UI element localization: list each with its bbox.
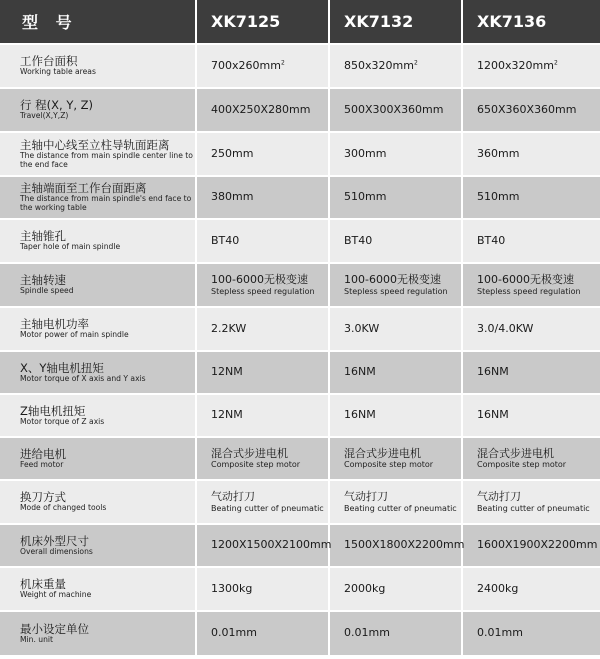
value-main — [211, 409, 328, 422]
value-sub: Composite step motor — [477, 460, 567, 470]
value-text: 混合式步进电机 — [211, 446, 288, 460]
value-cell — [330, 481, 463, 525]
value-text: 1300kg — [211, 581, 253, 595]
value-text: BT40 — [477, 233, 506, 247]
value-text: 1200X1500X2100mm — [211, 538, 332, 552]
value-superscript: 2 — [413, 59, 418, 67]
table-row — [0, 89, 600, 133]
value-text: 2.2KW — [211, 321, 247, 335]
value-text: 2400kg — [477, 581, 519, 595]
value-main — [477, 60, 600, 73]
value-main — [344, 191, 461, 204]
value-main — [344, 409, 461, 422]
value-main — [211, 448, 328, 461]
value-text: BT40 — [344, 233, 373, 247]
value-cell — [330, 133, 463, 177]
row-label — [0, 438, 197, 481]
row-label-zh: Z轴电机扭矩 — [20, 403, 86, 418]
table-row — [0, 481, 600, 525]
row-label-en: Motor torque of X axis and Y axis — [20, 373, 146, 383]
value-text: 气动打刀 — [344, 490, 388, 504]
row-label-zh: 机床重量 — [20, 577, 66, 592]
row-label-zh: 主轴转速 — [20, 273, 66, 288]
table-row — [0, 220, 600, 264]
value-cell — [463, 89, 600, 133]
value-main — [477, 235, 600, 248]
row-label-zh: 主轴中心线至立柱导轨面距离 — [20, 137, 170, 152]
spec-body — [0, 45, 600, 657]
table-row — [0, 264, 600, 308]
value-main — [477, 491, 600, 504]
row-label-zh: 最小设定单位 — [20, 621, 89, 636]
value-main — [344, 627, 461, 640]
value-cell — [197, 395, 330, 438]
value-main — [477, 148, 600, 161]
row-label-en: Travel(X,Y,Z) — [20, 111, 69, 121]
value-cell — [463, 177, 600, 220]
value-main — [344, 538, 465, 552]
value-text: 250mm — [211, 146, 254, 160]
row-label-en: Spindle speed — [20, 286, 74, 296]
table-row — [0, 133, 600, 177]
table-row — [0, 177, 600, 220]
value-cell — [197, 133, 330, 177]
value-cell — [463, 133, 600, 177]
row-label-zh: 主轴端面至工作台面距离 — [20, 181, 147, 196]
row-label-en: Min. unit — [20, 634, 54, 644]
value-text: BT40 — [211, 233, 240, 247]
value-text: 510mm — [477, 190, 520, 204]
value-main — [477, 323, 600, 336]
value-main — [477, 274, 600, 287]
value-text: 混合式步进电机 — [344, 446, 421, 460]
table-row — [0, 352, 600, 395]
value-cell — [197, 220, 330, 264]
value-main — [211, 366, 328, 379]
value-sub: Stepless speed regulation — [477, 286, 581, 296]
value-main — [344, 583, 461, 596]
header-label: 型 号 — [0, 0, 197, 45]
value-cell — [197, 264, 330, 308]
value-main — [344, 448, 461, 461]
value-cell — [197, 177, 330, 220]
row-label-en: Mode of changed tools — [20, 503, 107, 513]
value-cell — [197, 481, 330, 525]
value-main — [211, 274, 328, 287]
value-text: 16NM — [477, 365, 509, 379]
value-main — [477, 104, 600, 117]
table-row — [0, 395, 600, 438]
row-label-en: Motor power of main spindle — [20, 330, 129, 340]
value-superscript: 2 — [553, 59, 558, 67]
value-main — [344, 366, 461, 379]
table-row — [0, 308, 600, 352]
row-label-en: Motor torque of Z axis — [20, 416, 105, 426]
row-label-en: Working table areas — [20, 67, 96, 77]
value-main — [477, 583, 600, 596]
value-cell — [330, 264, 463, 308]
row-label-en: Overall dimensions — [20, 546, 93, 556]
value-text: 2000kg — [344, 581, 386, 595]
row-label — [0, 220, 197, 264]
value-text: 16NM — [344, 365, 376, 379]
value-main — [477, 539, 600, 552]
value-main — [344, 323, 461, 336]
row-label-zh: 主轴电机功率 — [20, 317, 89, 332]
value-text: 16NM — [344, 408, 376, 422]
header-model-1: XK7125 — [197, 0, 330, 45]
value-cell — [463, 612, 600, 657]
value-cell — [197, 568, 330, 612]
value-cell — [330, 308, 463, 352]
value-cell — [330, 525, 463, 568]
value-cell — [197, 612, 330, 657]
value-text: 16NM — [477, 408, 509, 422]
value-main — [344, 235, 461, 248]
value-main — [211, 60, 328, 73]
value-main — [211, 323, 328, 336]
value-text: 300mm — [344, 146, 387, 160]
value-cell — [197, 352, 330, 395]
value-main — [477, 191, 600, 204]
value-cell — [463, 45, 600, 89]
value-text: 700x260mm — [211, 58, 281, 72]
value-main — [211, 104, 328, 117]
value-text: 850x320mm — [344, 58, 414, 72]
value-text: 12NM — [211, 365, 243, 379]
value-text: 500X300X360mm — [344, 102, 444, 116]
value-main — [477, 366, 600, 379]
value-text: 510mm — [344, 190, 387, 204]
row-label-zh: 主轴锥孔 — [20, 229, 66, 244]
row-label-zh: 机床外型尺寸 — [20, 533, 89, 548]
value-cell — [197, 525, 330, 568]
value-cell — [463, 395, 600, 438]
value-sub: Beating cutter of pneumatic — [211, 503, 324, 513]
value-main — [211, 148, 328, 161]
value-cell — [463, 568, 600, 612]
row-label — [0, 568, 197, 612]
row-label — [0, 133, 197, 177]
row-label-zh: 工作台面积 — [20, 54, 78, 69]
value-cell — [330, 352, 463, 395]
row-label-zh: 换刀方式 — [20, 490, 66, 505]
value-cell — [197, 438, 330, 481]
value-main — [344, 148, 461, 161]
value-sub: Composite step motor — [344, 460, 434, 470]
row-label — [0, 89, 197, 133]
table-row — [0, 45, 600, 89]
row-label — [0, 395, 197, 438]
value-main — [344, 104, 461, 117]
row-label — [0, 352, 197, 395]
header-row — [0, 0, 600, 45]
row-label — [0, 264, 197, 308]
row-label-en: Weight of machine — [20, 590, 92, 600]
value-text: 360mm — [477, 146, 520, 160]
table-row — [0, 525, 600, 568]
row-label — [0, 481, 197, 525]
value-cell — [330, 89, 463, 133]
value-cell — [330, 220, 463, 264]
value-main — [477, 409, 600, 422]
value-sub: Beating cutter of pneumatic — [344, 503, 457, 513]
value-main — [477, 627, 600, 640]
value-cell — [463, 481, 600, 525]
value-cell — [330, 438, 463, 481]
row-label — [0, 308, 197, 352]
row-label — [0, 612, 197, 657]
row-label — [0, 177, 197, 220]
value-text: 100-6000无极变速 — [211, 273, 308, 287]
value-text: 400X250X280mm — [211, 102, 311, 116]
value-cell — [463, 352, 600, 395]
value-cell — [463, 220, 600, 264]
row-label-en: Feed motor — [20, 459, 64, 469]
value-main — [211, 191, 328, 204]
value-cell — [463, 438, 600, 481]
value-cell — [330, 612, 463, 657]
row-label-en: Taper hole of main spindle — [20, 242, 121, 252]
value-text: 3.0KW — [344, 321, 380, 335]
value-main — [211, 538, 332, 552]
value-text: 0.01mm — [211, 626, 257, 640]
value-cell — [463, 264, 600, 308]
value-cell — [197, 308, 330, 352]
value-main — [344, 491, 461, 504]
value-main — [211, 583, 328, 596]
value-cell — [197, 45, 330, 89]
value-main — [344, 60, 461, 73]
value-main — [477, 448, 600, 461]
value-main — [211, 627, 328, 640]
row-label — [0, 45, 197, 89]
value-cell — [330, 568, 463, 612]
value-cell — [463, 308, 600, 352]
row-label-en: The distance from main spindle's end face to the working table — [20, 194, 192, 213]
value-cell — [197, 89, 330, 133]
table-row — [0, 568, 600, 612]
value-text: 气动打刀 — [211, 490, 255, 504]
header-model-3: XK7136 — [463, 0, 600, 45]
row-label-zh: 进给电机 — [20, 446, 66, 461]
value-sub: Beating cutter of pneumatic — [477, 503, 590, 513]
value-text: 1600X1900X2200mm — [477, 538, 598, 552]
value-text: 混合式步进电机 — [477, 446, 554, 460]
header-model-2: XK7132 — [330, 0, 463, 45]
row-label-zh: 行 程(X, Y, Z) — [20, 98, 94, 113]
value-text: 气动打刀 — [477, 490, 521, 504]
value-cell — [330, 45, 463, 89]
value-text: 3.0/4.0KW — [477, 321, 534, 335]
value-cell — [330, 395, 463, 438]
value-text: 0.01mm — [344, 626, 390, 640]
value-main — [211, 235, 328, 248]
table-row — [0, 612, 600, 657]
table-row — [0, 438, 600, 481]
value-sub: Composite step motor — [211, 460, 301, 470]
value-sub: Stepless speed regulation — [211, 286, 315, 296]
value-text: 12NM — [211, 408, 243, 422]
value-cell — [463, 525, 600, 568]
value-sub: Stepless speed regulation — [344, 286, 448, 296]
value-main — [211, 491, 328, 504]
value-text: 650X360X360mm — [477, 102, 577, 116]
row-label-zh: X、Y轴电机扭矩 — [20, 360, 104, 375]
value-text: 1200x320mm — [477, 58, 554, 72]
value-text: 1500X1800X2200mm — [344, 538, 465, 552]
value-main — [344, 274, 461, 287]
value-text: 0.01mm — [477, 626, 523, 640]
row-label-en: The distance from main spindle center line to the end face — [20, 150, 193, 169]
value-text: 380mm — [211, 190, 254, 204]
value-text: 100-6000无极变速 — [344, 273, 441, 287]
row-label — [0, 525, 197, 568]
value-cell — [330, 177, 463, 220]
value-text: 100-6000无极变速 — [477, 273, 574, 287]
value-superscript: 2 — [280, 59, 285, 67]
